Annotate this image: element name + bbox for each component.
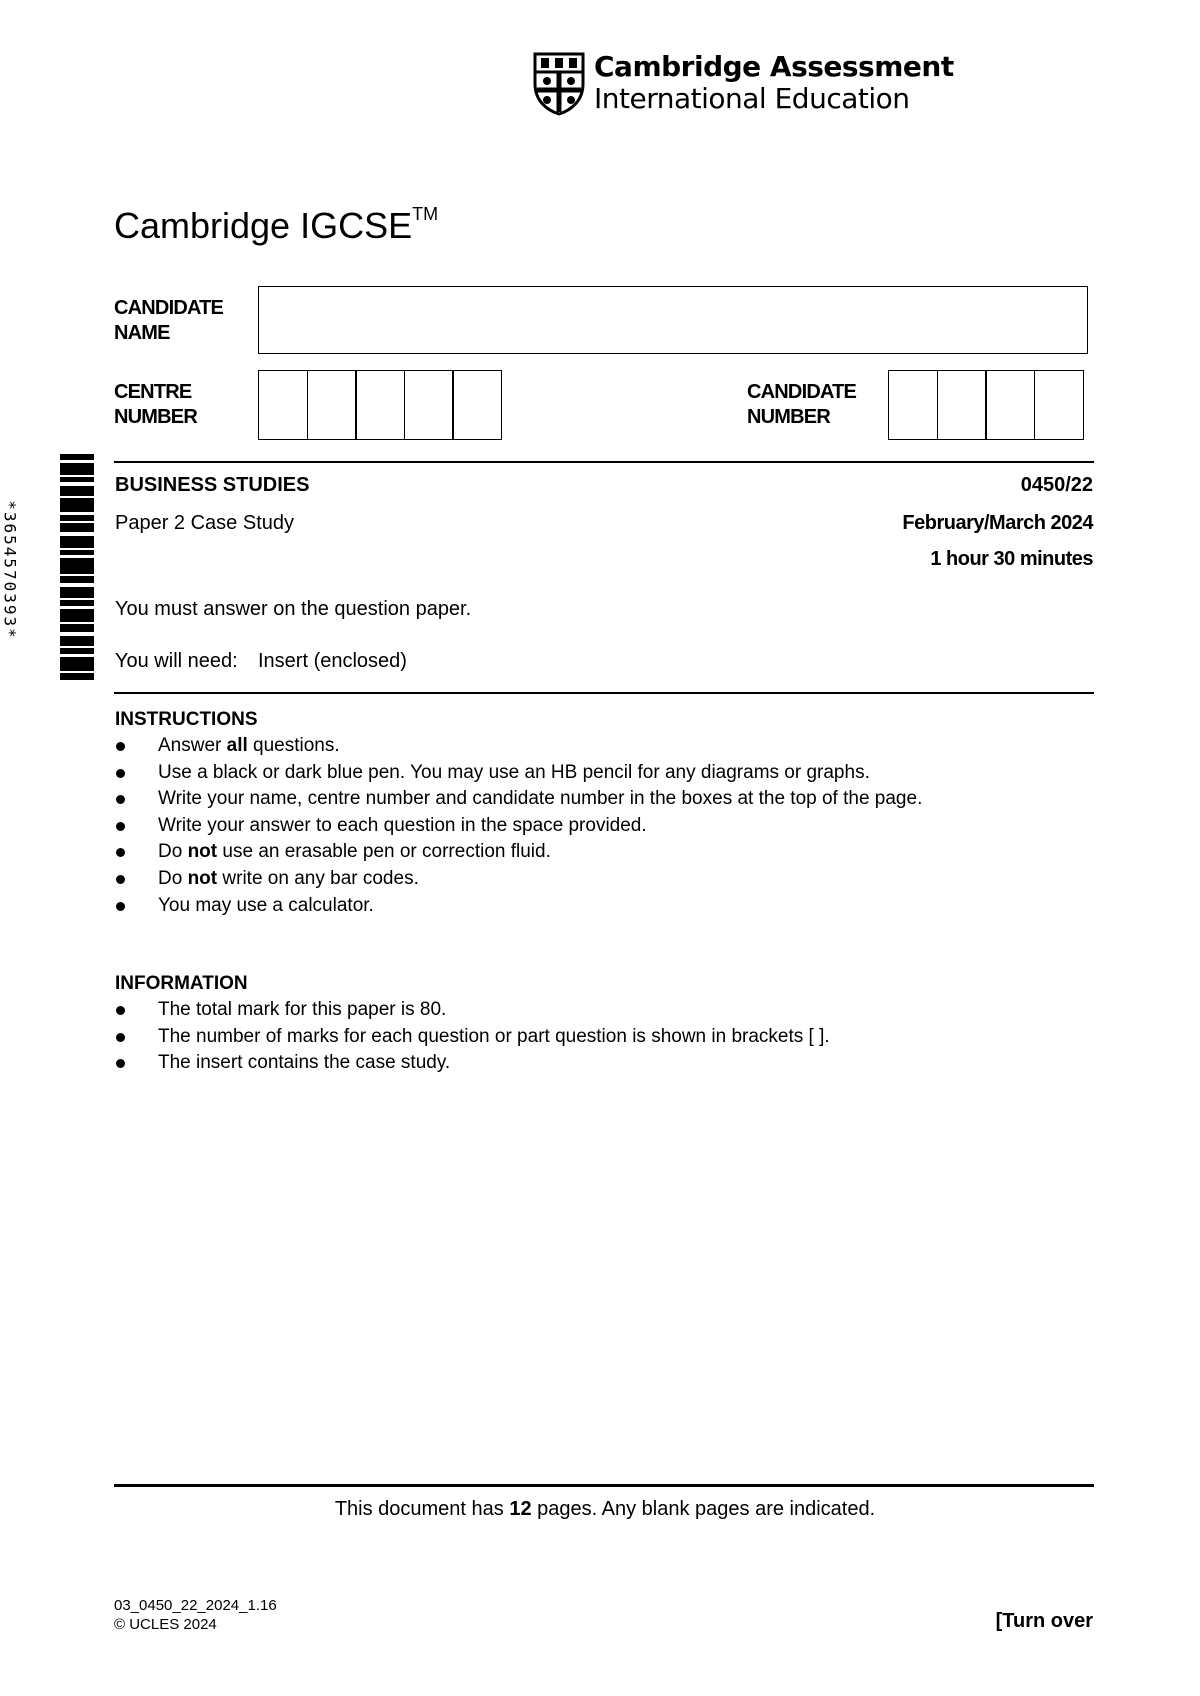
bottom-divider [114, 1484, 1094, 1487]
candidate-name-box[interactable] [258, 286, 1088, 354]
candidate-name-label-line1: CANDIDATE [114, 297, 224, 319]
candidate-name-label-line2: NAME [114, 322, 170, 344]
candidate-number-digit-box[interactable] [1034, 370, 1084, 440]
logo-line-1: Cambridge Assessment [594, 50, 954, 83]
candidate-number-boxes [888, 370, 1084, 440]
candidate-number-label [747, 380, 856, 430]
exam-duration: 1 hour 30 minutes [930, 548, 1093, 570]
document-page-note: This document has 12 pages. Any blank pages are indicated. [334, 1498, 876, 1520]
centre-number-label-line2: NUMBER [114, 406, 197, 428]
instruction-item: Answer all questions. [115, 733, 922, 760]
instruction-item: Do not use an erasable pen or correction fluid. [115, 839, 922, 866]
top-divider [114, 461, 1094, 463]
information-list [115, 997, 830, 1077]
you-will-need-label: You will need: [115, 650, 238, 672]
paper-title: Paper 2 Case Study [115, 512, 294, 534]
instruction-item: Write your answer to each question in the space provided. [115, 813, 922, 840]
centre-number-digit-box[interactable] [404, 370, 454, 440]
information-item: The insert contains the case study. [115, 1050, 830, 1077]
information-heading: INFORMATION [115, 973, 248, 994]
candidate-number-label-line2: NUMBER [747, 406, 830, 428]
candidate-name-label [114, 296, 223, 346]
cambridge-logo [532, 50, 954, 116]
candidate-number-label-line1: CANDIDATE [747, 381, 857, 403]
turn-over: [Turn over [995, 1610, 1093, 1632]
qualification-name: Cambridge IGCSE [114, 205, 413, 246]
you-will-need-value: Insert (enclosed) [258, 650, 407, 672]
centre-number-label [114, 380, 197, 430]
instruction-item: Write your name, centre number and candidate number in the boxes at the top of the page. [115, 786, 922, 813]
qualification-title [114, 204, 438, 247]
subject-title: BUSINESS STUDIES [115, 474, 310, 496]
paper-code: 0450/22 [1020, 474, 1093, 496]
barcode [60, 454, 94, 686]
instruction-item: Use a black or dark blue pen. You may use an HB pencil for any diagrams or graphs. [115, 760, 922, 787]
centre-number-label-line1: CENTRE [114, 381, 192, 403]
copyright: © UCLES 2024 [114, 1616, 217, 1633]
trademark: TM [412, 204, 439, 224]
barcode-number: *3654570393* [0, 500, 20, 640]
candidate-number-digit-box[interactable] [888, 370, 938, 440]
logo-line-2: International Education [594, 82, 910, 115]
middle-divider [114, 692, 1094, 694]
instructions-list [115, 733, 922, 919]
exam-session: February/March 2024 [902, 512, 1093, 534]
candidate-number-digit-box[interactable] [985, 370, 1035, 440]
information-item: The total mark for this paper is 80. [115, 997, 830, 1024]
centre-number-digit-box[interactable] [307, 370, 357, 440]
candidate-number-digit-box[interactable] [937, 370, 987, 440]
cambridge-shield-icon [532, 50, 586, 116]
instructions-heading: INSTRUCTIONS [115, 709, 258, 730]
instruction-item: You may use a calculator. [115, 893, 922, 920]
document-reference [114, 1596, 277, 1634]
centre-number-boxes [258, 370, 502, 440]
centre-number-digit-box[interactable] [452, 370, 502, 440]
centre-number-digit-box[interactable] [258, 370, 308, 440]
reference-code: 03_0450_22_2024_1.16 [114, 1597, 277, 1614]
information-item: The number of marks for each question or part question is shown in brackets [ ]. [115, 1024, 830, 1051]
instruction-item: Do not write on any bar codes. [115, 866, 922, 893]
answer-instruction: You must answer on the question paper. [115, 598, 472, 620]
centre-number-digit-box[interactable] [355, 370, 405, 440]
